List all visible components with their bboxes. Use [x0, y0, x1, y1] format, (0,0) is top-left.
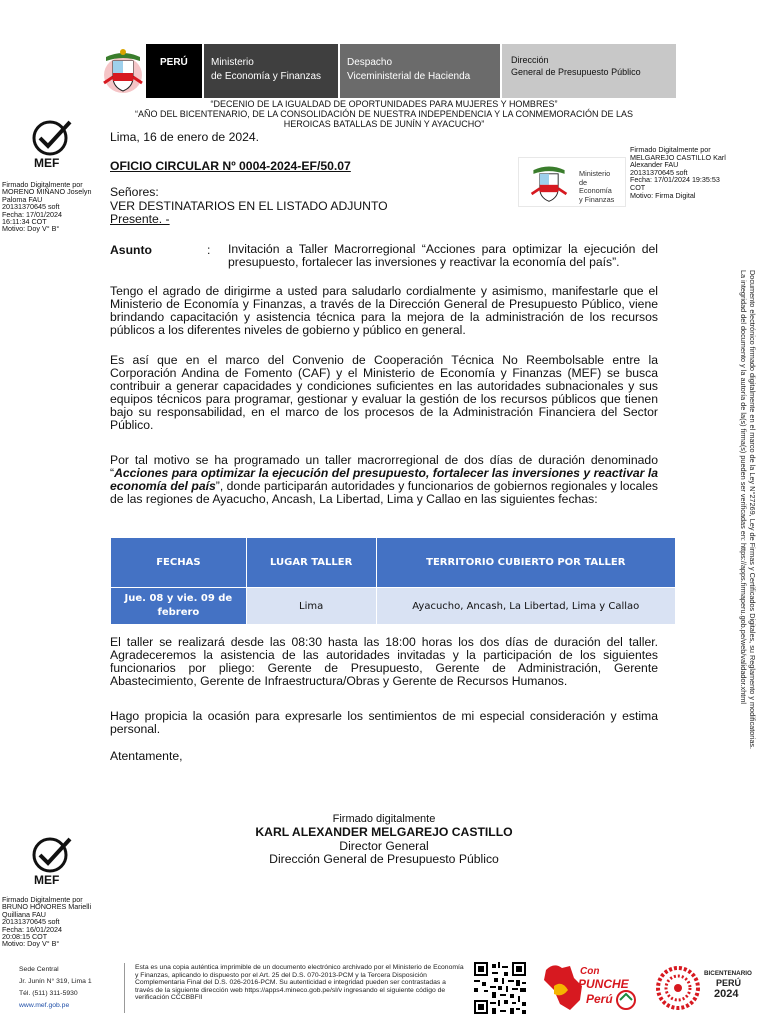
peru-coat-of-arms-icon [102, 47, 144, 95]
checkmark-icon [30, 835, 74, 875]
footer-authenticity-note: Esta es una copia auténtica imprimible de un documento electrónico archivado por el Ministerio de Economía y Finanzas, aplicando lo dispuesto por el Art. 25 del D.S. 070-2013-PCM y la Tercera Disposición Complementaria Final del D.S. 026-2016-PCM. Su autenticidad e integridad pueden ser contrastadas a través de la siguiente dirección web https://apps4.mineco.gob.pe/sl/v ingresando el siguiente código de verificación CCCBBFII [135, 964, 464, 1002]
asunto-text: Invitación a Taller Macrorregional “Acciones para optimizar la ejecución del presupuesto, fortalecer las inversiones y reactivar la economía del país”. [228, 242, 658, 270]
footer-address: Sede Central Jr. Junín N° 319, Lima 1 Tél. (511) 311-5930 www.mef.gob.pe [19, 964, 92, 1012]
paragraph-5: Hago propicia la ocasión para expresarle los sentimientos de mi especial consideración y estima personal. [110, 709, 658, 737]
peru-coat-of-arms-icon [527, 161, 571, 205]
verification-qr-code-icon[interactable] [474, 962, 526, 1014]
checkmark-icon [30, 118, 74, 158]
table-header-cell: TERRITORIO CUBIERTO POR TALLER [376, 538, 675, 588]
paragraph-1: Tengo el agrado de dirigirme a usted para saludarlo cordialmente y asimismo, manifestarle que el Ministerio de Economía y Finanzas, a través de la Dirección General de Presupuesto Público, viene brindando capacitación y asistencia técnica para la mejora de la administración de los recursos públicos a los diferentes niveles de gobierno y público en general. [110, 284, 658, 338]
bicentenario-logo: BICENTENARIO PERÚ 2024 [654, 962, 764, 1014]
table-cell-territorio: Ayacucho, Ancash, La Libertad, Lima y Callao [376, 588, 675, 625]
paragraph-2: Es así que en el marco del Convenio de Cooperación Técnica No Reembolsable entre la Corporación Andina de Fomento (CAF) y el Ministerio de Economía y Finanzas (MEF) se busca contribuir a generar capacidades y condiciones suficientes en las autoridades subnacionales y sus equipos técnicos para programar, gestionar y evaluar la gestión de los recursos públicos que tienen bajo su responsabilidad, en el marco de los procesos de la Administración Financiera del Sector Público. [110, 353, 658, 433]
header-ministerio: Ministerio de Economía y Finanzas [204, 44, 338, 98]
signature-block: Firmado digitalmente KARL ALEXANDER MELGAREJO CASTILLO Director General Dirección General de Presupuesto Público [255, 813, 513, 867]
verification-vertical-note: Documento electrónico firmado digitalmente en el marco de la Ley N°27269, Ley de Firmas y Certificados Digitales, su Reglamento y modificatorias. La integridad del documento y la autoría de la(s) firma(s) pueden ser verificadas en: https://apps.firmaperu.gob.pe/web/validador.xhtml [739, 270, 757, 750]
header-despacho: Despacho Viceministerial de Hacienda [340, 44, 500, 98]
letter-date: Lima, 16 de enero de 2024. [110, 130, 260, 144]
table-header-cell: LUGAR TALLER [246, 538, 376, 588]
mef-signature-logo: Ministerio de Economía y Finanzas [518, 157, 626, 207]
table-header-row [111, 538, 676, 588]
bicentenario-sun-icon [654, 964, 702, 1012]
footer-website-link[interactable]: www.mef.gob.pe [19, 1002, 70, 1009]
con-punche-peru-logo: Con PUNCHE Perú [540, 960, 644, 1016]
digital-signature-stamp-1: Firmado Digitalmente por MORENO MIÑANO Joselyn Paloma FAU 20131370645 soft Fecha: 17/01/2024 16:11:34 COT Motivo: Doy V° B° [2, 180, 92, 234]
asunto-label: Asunto [110, 243, 152, 257]
asunto-colon: : [207, 243, 211, 257]
table-cell-lugar: Lima [246, 588, 376, 625]
paragraph-4: El taller se realizará desde las 08:30 hasta las 18:00 horas los dos días de duración del taller. Agradeceremos la asistencia de las autoridades invitadas y la participación de los siguientes funcionarios por pliego: Gerente de Presupuesto, Gerente de Administración, Gerente Abastecimiento, Gerente de Infraestructura/Obras y Gerente de Recursos Humanos. [110, 635, 658, 689]
header-direccion: Dirección General de Presupuesto Público [502, 44, 676, 98]
footer-divider [124, 963, 125, 1013]
addressee: Señores: VER DESTINATARIOS EN EL LISTADO ADJUNTO Presente. - [110, 185, 388, 227]
oficio-number: OFICIO CIRCULAR Nº 0004-2024-EF/50.07 [110, 159, 351, 173]
header-peru: PERÚ [146, 44, 202, 98]
table-cell-fecha: Jue. 08 y vie. 09 de febrero [111, 588, 247, 625]
digital-signature-stamp-2: Firmado Digitalmente por BRUNO HONORES Marielli Quilliana FAU 20131370645 soft Fecha: 16/01/2024 20:08:15 COT Motivo: Doy V° B° [2, 895, 92, 949]
table-row [111, 588, 676, 625]
paragraph-3: Por tal motivo se ha programado un taller macrorregional de dos días de duración denominado “Acciones para optimizar la ejecución del presupuesto, fortalecer las inversiones y reactivar la economía del país”, donde participarán autoridades y funcionarios de gobiernos regionales y locales de las regiones de Ayacucho, Ancash, La Libertad, Lima y Callao en las siguientes fechas: [110, 453, 658, 507]
schedule-table [110, 537, 676, 625]
table-header-cell: FECHAS [111, 538, 247, 588]
mef-checkmark-logo: MEF [30, 118, 74, 170]
mef-checkmark-logo: MEF [30, 835, 74, 887]
digital-signature-stamp-main: Firmado Digitalmente por MELGAREJO CASTILLO Karl Alexander FAU 20131370645 soft Fecha: 17/01/2024 19:35:53 COT Motivo: Firma Digital [630, 145, 726, 200]
closing: Atentamente, [110, 749, 183, 763]
decade-motto: “DECENIO DE LA IGUALDAD DE OPORTUNIDADES PARA MUJERES Y HOMBRES” “AÑO DEL BICENTENARIO, DE LA CONSOLIDACIÓN DE NUESTRA INDEPENDENCIA Y LA CONMEMORACIÓN DE LAS HEROICAS BATALLAS DE JUNÍN Y AYACUCHO” [135, 99, 633, 129]
